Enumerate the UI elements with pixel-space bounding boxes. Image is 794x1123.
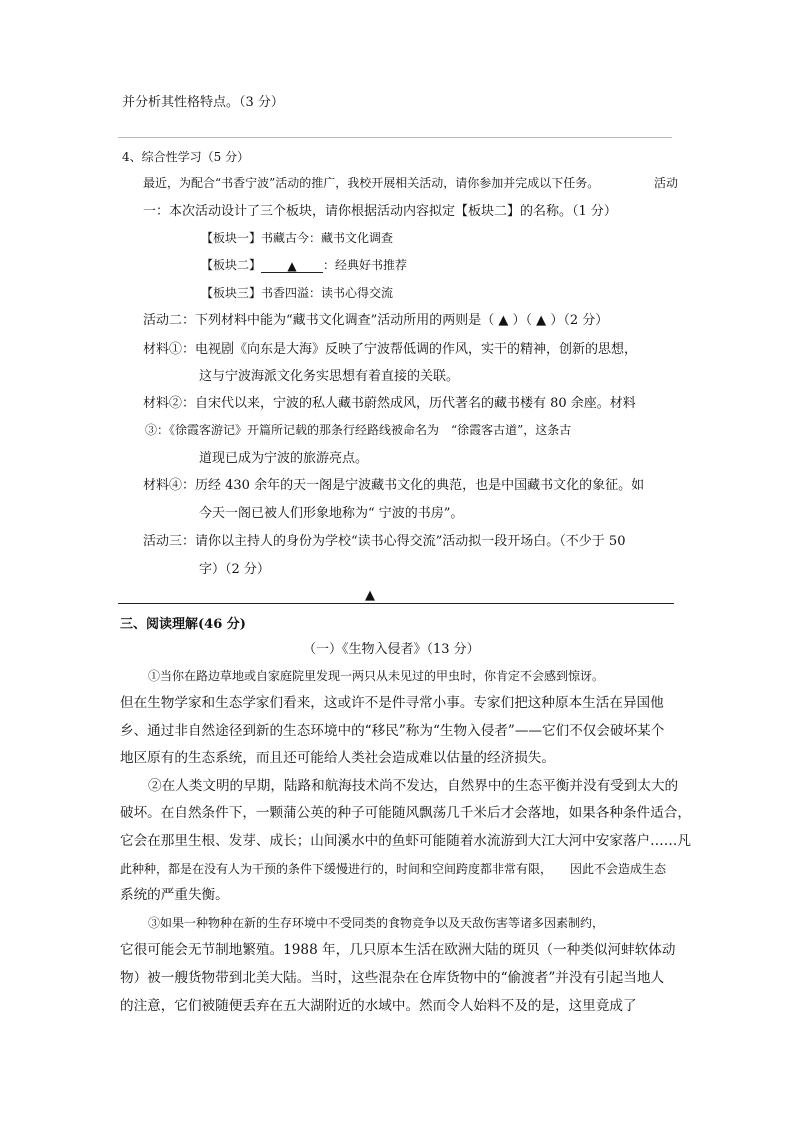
material-4-line-2: 今天一阁已被人们形象地称为“ 宁波的书房”。	[199, 506, 464, 521]
top-line: 并分析其性格特点。（3 分）	[122, 95, 284, 110]
material-1-line-1: 材料①：电视剧《向东是大海》反映了宁波帮低调的作风，实干的精神，创新的思想，	[143, 342, 638, 357]
paragraph-2-line-3: 它会在那里生根、发芽、成长；山间溪水中的鱼虾可能随着水流游到大江大河中安家落户……凡	[120, 833, 691, 849]
q4-intro-1: 最近，为配合“书香宁波”活动的推广，我校开展相关活动，请你参加并完成以下任务。	[143, 176, 600, 190]
paragraph-2-line-1: ②在人类文明的早期，陆路和航海技术尚不发达，自然界中的生态平衡并没有受到太大的	[148, 778, 679, 794]
paragraph-3-line-3: 物）被一艘货物带到北美大陆。当时，这些混杂在仓库货物中的“偷渡者”并没有引起当地人	[120, 970, 665, 986]
paragraph-1-line-3: 乡、通过非自然途径到新的生态环境中的“移民”称为“生物入侵者”——它们不仅会破坏某个	[120, 723, 665, 739]
activity-3-line-1: 活动三：请你以主持人的身份为学校“读书心得交流”活动拟一段开场白。（不少于 50	[143, 534, 626, 549]
block-3: 【板块三】书香四溢：读书心得交流	[201, 286, 394, 300]
material-2: 材料②：自宋代以来，宁波的私人藏书蔚然成风，历代著名的藏书楼有 80 余座。材料	[143, 396, 636, 411]
q4-intro-2: 一：本次活动设计了三个板块，请你根据活动内容拟定【板块二】的名称。（1 分）	[143, 204, 617, 219]
answer-mark: ▲	[365, 588, 375, 603]
block-2-suffix: ：经典好书推荐	[323, 258, 408, 272]
paragraph-2-line-5: 系统的严重失衡。	[120, 887, 229, 903]
paragraph-2-line-2: 破坏。在自然条件下，一颗蒲公英的种子可能随风飘荡几千米后才会落地，如果各种条件适合，	[120, 805, 691, 821]
activity-3-line-2: 字）（2 分）	[199, 562, 270, 577]
q4-title: 4、综合性学习（5 分）	[122, 150, 250, 164]
block-2	[201, 259, 407, 272]
section-3-title: 三、阅读理解(46 分)	[120, 617, 246, 632]
block-2-prefix: 【板块二】	[201, 258, 262, 272]
paragraph-3-line-1: ③如果一种物种在新的生存环境中不受同类的食物竞争以及天敌伤害等诸多因素制约，	[148, 916, 605, 930]
material-1-line-2: 这与宁波海派文化务实思想有着直接的关联。	[199, 369, 460, 384]
paragraph-2-line-4: 此种种，都是在没有人为干预的条件下缓慢进行的，时间和空间跨度都非常有限， 因此不会造成生态	[120, 862, 667, 876]
paragraph-1-line-4: 地区原有的生态系统，而且还可能给人类社会造成难以估量的经济损失。	[120, 750, 555, 766]
paragraph-3-line-4: 的注意，它们被随便丢弃在五大湖附近的水域中。然而令人始料不及的是，这里竟成了	[120, 998, 637, 1014]
material-4-line-1: 材料④：历经 430 余年的天一阁是宁波藏书文化的典范，也是中国藏书文化的象征。如	[143, 478, 645, 493]
answer-line	[118, 603, 674, 604]
block-1: 【板块一】书藏古今：藏书文化调查	[201, 231, 394, 245]
passage-title: （一）《生物入侵者》（13 分）	[303, 642, 480, 657]
paragraph-1-line-1: ①当你在路边草地或自家庭院里发现一两只从未见过的甲虫时，你肯定不会感到惊讶。	[148, 669, 605, 683]
paragraph-1-line-2: 但在生物学家和生态学家们看来，这或许不是件寻常小事。专家们把这种原本生活在异国他	[120, 695, 664, 711]
activity-2: 活动二：下列材料中能为“藏书文化调查”活动所用的两则是（ ▲ ）（ ▲ ）（2 分）	[143, 313, 609, 328]
paragraph-3-line-2: 它很可能会无节制地繁殖。1988 年，几只原本生活在欧洲大陆的斑贝（一种类似河蚌软体动	[120, 942, 676, 958]
divider-top	[118, 137, 672, 138]
q4-intro-1-tail: 活动	[654, 176, 679, 190]
block-2-answer-blank: ▲	[261, 260, 323, 273]
material-3-line-1: ③：《徐霞客游记》开篇所记载的那条行经路线被命名为 “徐霞客古道”，这条古	[145, 423, 572, 437]
material-3-line-2: 道现已成为宁波的旅游亮点。	[199, 451, 369, 466]
